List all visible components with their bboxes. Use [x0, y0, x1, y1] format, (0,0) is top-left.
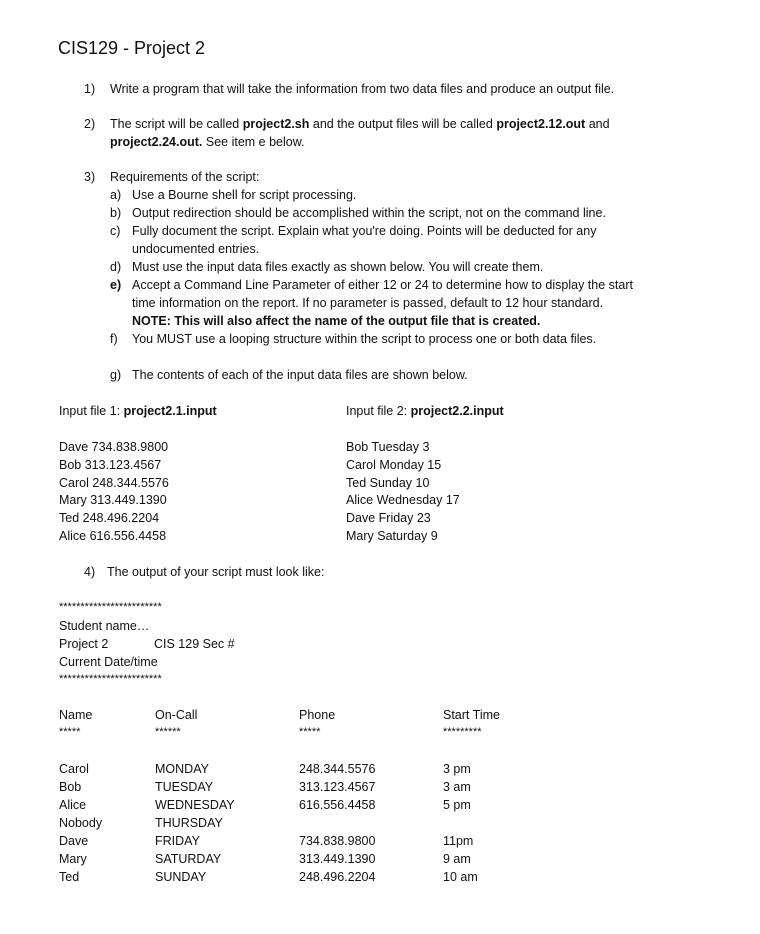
output-filename-24: project2.24.out.	[110, 135, 203, 149]
input-2-line: Alice Wednesday 17	[346, 493, 460, 507]
req-c-text-2: undocumented entries.	[132, 242, 260, 256]
row-time: 3 pm	[443, 762, 471, 776]
item-2-line-2	[110, 134, 305, 150]
input-file-1-label: Input file 1:	[59, 404, 124, 418]
row-phone: 313.123.4567	[299, 780, 376, 794]
item-1-number: 1)	[84, 82, 96, 96]
output-stars-top: ************************	[59, 601, 162, 613]
row-phone: 616.556.4458	[299, 798, 376, 812]
col-stars-oncall: ******	[155, 726, 181, 738]
col-header-name: Name	[59, 708, 93, 722]
input-1-line: Ted 248.496.2204	[59, 511, 160, 525]
item-2-line-1	[110, 116, 610, 132]
col-stars-phone: *****	[299, 726, 321, 738]
req-a-text: Use a Bourne shell for script processing.	[132, 188, 357, 202]
col-header-phone: Phone	[299, 708, 336, 722]
item-2-and: and	[585, 117, 610, 131]
row-day: FRIDAY	[155, 834, 200, 848]
req-c-label: c)	[110, 224, 121, 238]
output-project: Project 2	[59, 637, 109, 651]
req-c-text-1: Fully document the script. Explain what you're doing. Points will be deducted for any	[132, 224, 597, 238]
row-time: 10 am	[443, 870, 478, 884]
item-2-mid: and the output files will be called	[309, 117, 497, 131]
item-3-text: Requirements of the script:	[110, 170, 260, 184]
item-2-pre: The script will be called	[110, 117, 243, 131]
input-2-line: Carol Monday 15	[346, 458, 442, 472]
output-student-name: Student name…	[59, 619, 150, 633]
row-name: Alice	[59, 798, 87, 812]
input-file-1-heading	[59, 403, 217, 419]
req-e-text-1: Accept a Command Line Parameter of either 12 or 24 to determine how to display the start	[132, 278, 633, 292]
row-name: Mary	[59, 852, 87, 866]
req-g-text: The contents of each of the input data files are shown below.	[132, 368, 468, 382]
req-d-text: Must use the input data files exactly as shown below. You will create them.	[132, 260, 544, 274]
req-d-label: d)	[110, 260, 122, 274]
input-2-line: Dave Friday 23	[346, 511, 431, 525]
req-b-text: Output redirection should be accomplished within the script, not on the command line.	[132, 206, 606, 220]
item-4-text: The output of your script must look like:	[107, 565, 325, 579]
output-stars-bottom: ************************	[59, 673, 162, 685]
row-phone: 248.496.2204	[299, 870, 376, 884]
input-1-line: Bob 313.123.4567	[59, 458, 162, 472]
page-title: CIS129 - Project 2	[58, 38, 206, 58]
row-time: 11pm	[443, 834, 474, 848]
script-filename: project2.sh	[242, 117, 310, 131]
col-header-start: Start Time	[443, 708, 500, 722]
input-file-2-label: Input file 2:	[346, 404, 411, 418]
row-day: TUESDAY	[155, 780, 214, 794]
input-1-line: Dave 734.838.9800	[59, 440, 169, 454]
output-filename-12: project2.12.out	[496, 117, 586, 131]
row-name: Nobody	[59, 816, 103, 830]
row-day: SATURDAY	[155, 852, 222, 866]
row-phone: 248.344.5576	[299, 762, 376, 776]
req-a-label: a)	[110, 188, 122, 202]
input-2-line: Ted Sunday 10	[346, 476, 430, 490]
item-4-number: 4)	[84, 565, 96, 579]
req-b-label: b)	[110, 206, 122, 220]
row-name: Ted	[59, 870, 80, 884]
input-2-line: Mary Saturday 9	[346, 529, 438, 543]
row-name: Carol	[59, 762, 89, 776]
req-e-note: NOTE: This will also affect the name of the output file that is created.	[132, 314, 541, 328]
row-name: Dave	[59, 834, 89, 848]
item-2-post: See item e below.	[202, 135, 305, 149]
input-file-2-name: project2.2.input	[410, 404, 504, 418]
item-2-number: 2)	[84, 117, 96, 131]
item-3-number: 3)	[84, 170, 96, 184]
row-time: 5 pm	[443, 798, 471, 812]
req-f-text: You MUST use a looping structure within the script to process one or both data files.	[132, 332, 597, 346]
row-day: THURSDAY	[155, 816, 223, 830]
row-day: MONDAY	[155, 762, 209, 776]
col-header-oncall: On-Call	[155, 708, 198, 722]
input-file-2-heading	[346, 403, 504, 419]
col-stars-name: *****	[59, 726, 81, 738]
output-section: CIS 129 Sec #	[154, 637, 235, 651]
input-1-line: Carol 248.344.5576	[59, 476, 169, 490]
row-day: SUNDAY	[155, 870, 207, 884]
row-day: WEDNESDAY	[155, 798, 235, 812]
input-2-line: Bob Tuesday 3	[346, 440, 430, 454]
row-phone: 313.449.1390	[299, 852, 376, 866]
row-time: 3 am	[443, 780, 471, 794]
input-file-1-name: project2.1.input	[123, 404, 217, 418]
item-1-text: Write a program that will take the information from two data files and produce an output file.	[110, 82, 615, 96]
req-e-text-2: time information on the report. If no parameter is passed, default to 12 hour standard.	[132, 296, 604, 310]
req-g-label: g)	[110, 368, 122, 382]
row-phone: 734.838.9800	[299, 834, 376, 848]
row-time: 9 am	[443, 852, 471, 866]
input-1-line: Alice 616.556.4458	[59, 529, 167, 543]
req-f-label: f)	[110, 332, 118, 346]
col-stars-start: *********	[443, 726, 482, 738]
req-e-label: e)	[110, 278, 122, 292]
output-date: Current Date/time	[59, 655, 158, 669]
input-1-line: Mary 313.449.1390	[59, 493, 167, 507]
row-name: Bob	[59, 780, 82, 794]
